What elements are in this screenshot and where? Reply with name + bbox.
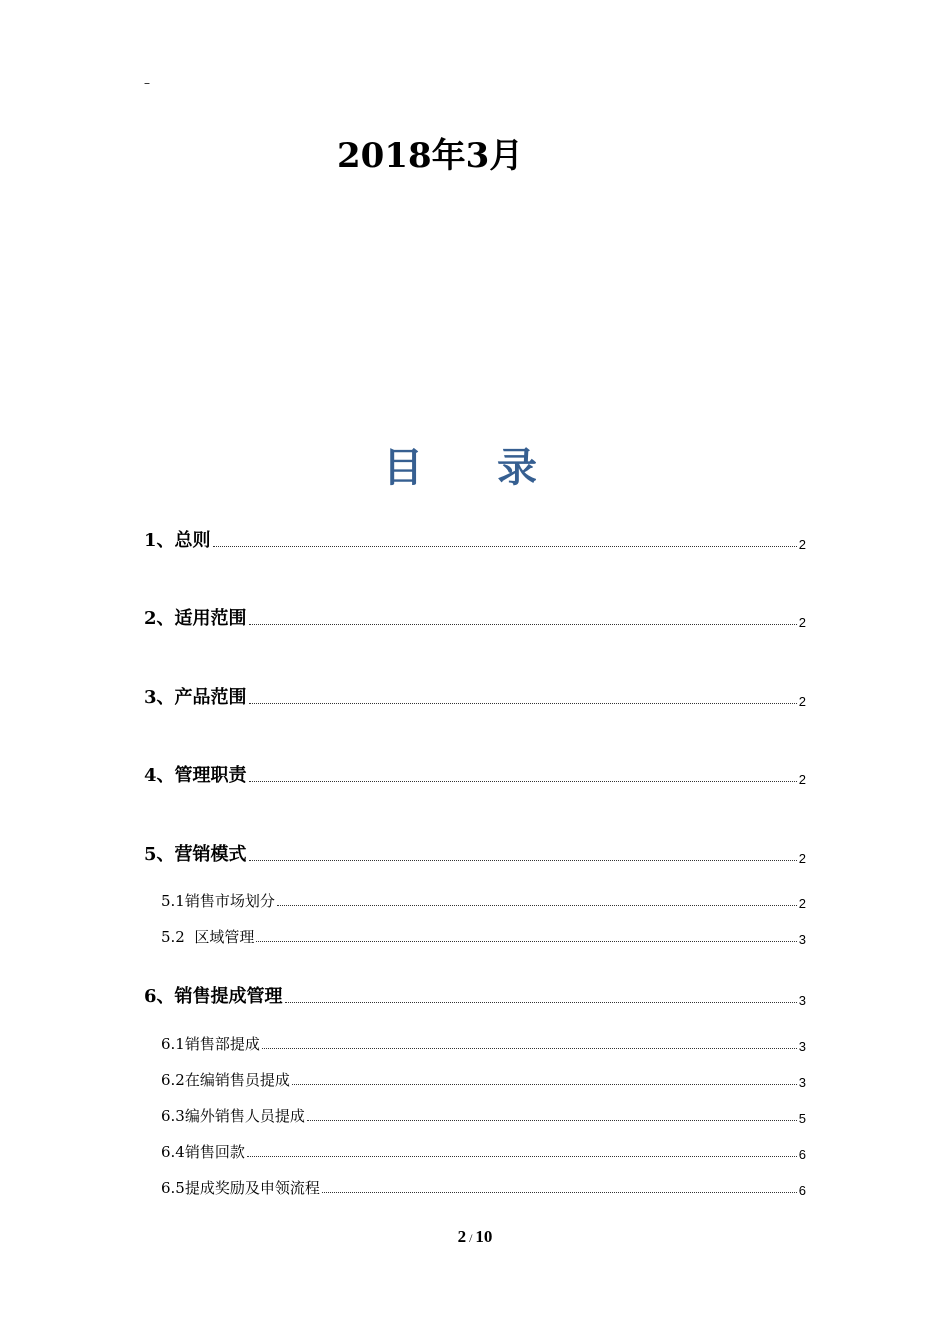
leader-dots [256, 940, 796, 942]
toc-entry-page: 6 [798, 1147, 806, 1162]
page-number [0, 1227, 950, 1247]
toc-entry-5-1[interactable] [161, 890, 806, 911]
toc-entry-3[interactable] [144, 683, 806, 709]
toc-entry-page: 3 [798, 932, 806, 947]
toc-entry-label: 5.1销售市场划分 [161, 892, 275, 910]
toc-entry-page: 5 [798, 1111, 806, 1126]
toc-entry-page: 2 [798, 615, 806, 630]
leader-dots [249, 859, 797, 861]
toc-entry-1[interactable] [144, 526, 806, 552]
toc-entry-label: 2、适用范围 [144, 608, 247, 629]
toc-title: 目 录 [383, 444, 567, 491]
toc-entry-6-2[interactable] [161, 1069, 806, 1090]
leader-dots [213, 545, 797, 547]
toc-entry-page: 2 [798, 694, 806, 709]
toc-entry-2[interactable] [144, 604, 806, 630]
toc-entry-page: 2 [798, 896, 806, 911]
toc-entry-5-2[interactable] [161, 926, 806, 947]
leader-dots [307, 1119, 797, 1121]
leader-dots [292, 1083, 797, 1085]
leader-dots [285, 1001, 797, 1003]
toc-entry-page: 2 [798, 537, 806, 552]
page-separator: / [469, 1231, 473, 1245]
leader-dots [247, 1155, 797, 1157]
toc-entry-label: 6.3编外销售人员提成 [161, 1107, 305, 1125]
toc-entry-page: 3 [798, 1075, 806, 1090]
leader-dots [322, 1191, 797, 1193]
toc-entry-page: 6 [798, 1183, 806, 1198]
page-current: 2 [457, 1227, 467, 1246]
toc-entry-label: 5.2 区域管理 [161, 928, 255, 946]
toc-entry-page: 3 [798, 993, 806, 1008]
header-dash: – [144, 76, 150, 90]
cover-date: 2018年3月 [337, 136, 524, 176]
toc-entry-6-3[interactable] [161, 1105, 806, 1126]
toc-entry-label: 6.2在编销售员提成 [161, 1071, 290, 1089]
toc-entry-5[interactable] [144, 840, 806, 866]
leader-dots [277, 904, 797, 906]
leader-dots [249, 623, 797, 625]
toc-entry-label: 6、销售提成管理 [144, 986, 283, 1007]
page-total: 10 [475, 1227, 493, 1246]
toc-entry-label: 5、营销模式 [144, 844, 247, 865]
toc-entry-6-4[interactable] [161, 1141, 806, 1162]
toc-entry-label: 4、管理职责 [144, 765, 247, 786]
toc-entry-6[interactable] [144, 982, 806, 1008]
leader-dots [262, 1047, 797, 1049]
toc-entry-page: 2 [798, 851, 806, 866]
leader-dots [249, 702, 797, 704]
toc-entry-label: 6.4销售回款 [161, 1143, 245, 1161]
toc-entry-label: 3、产品范围 [144, 687, 247, 708]
toc-entry-6-1[interactable] [161, 1033, 806, 1054]
toc-entry-page: 2 [798, 772, 806, 787]
toc-entry-page: 3 [798, 1039, 806, 1054]
toc-entry-label: 1、总则 [144, 530, 211, 551]
toc-entry-6-5[interactable] [161, 1177, 806, 1198]
toc-entry-4[interactable] [144, 761, 806, 787]
toc-entry-label: 6.1销售部提成 [161, 1035, 260, 1053]
toc-entry-label: 6.5提成奖励及申领流程 [161, 1179, 320, 1197]
leader-dots [249, 780, 797, 782]
